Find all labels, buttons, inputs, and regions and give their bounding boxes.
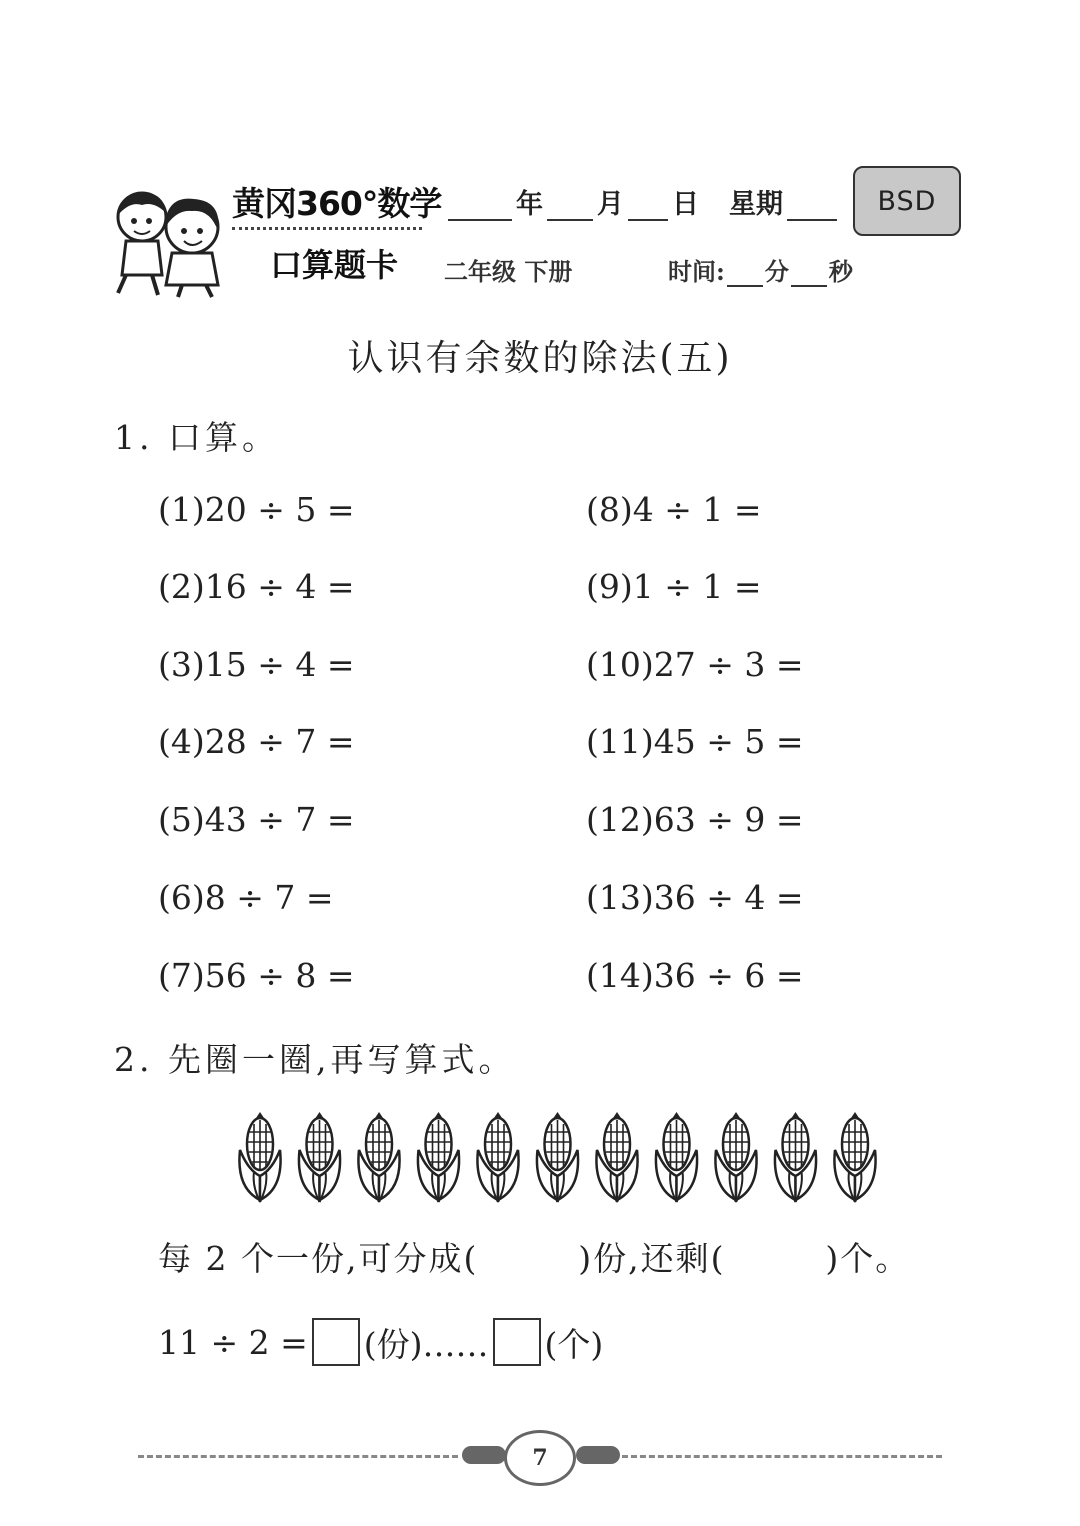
problem-10: (10)27 ÷ 3 =	[586, 645, 804, 684]
month-label: 月	[597, 189, 624, 220]
footer-ornament-left	[462, 1446, 506, 1464]
footer-dashed-line-right	[622, 1455, 942, 1458]
problem-1: (1)20 ÷ 5 =	[158, 490, 355, 529]
problem-11: (11)45 ÷ 5 =	[586, 722, 804, 761]
corn-icon	[418, 1112, 459, 1202]
month-blank	[547, 193, 593, 221]
problem-8: (8)4 ÷ 1 =	[586, 490, 762, 529]
corn-icon	[715, 1112, 756, 1202]
problem-14: (14)36 ÷ 6 =	[586, 956, 804, 995]
brand-title: 黄冈360°数学	[232, 184, 442, 223]
corn-icon	[656, 1112, 697, 1202]
problem-5: (5)43 ÷ 7 =	[158, 800, 355, 839]
page-title: 认识有余数的除法(五)	[347, 338, 733, 379]
second-blank	[791, 263, 827, 287]
brand-divider	[232, 227, 422, 230]
page-number: 7	[504, 1430, 576, 1486]
section-1-heading: 1. 口算。	[114, 418, 279, 457]
corn-icon	[537, 1112, 578, 1202]
corn-icon	[358, 1112, 399, 1202]
year-blank	[448, 193, 512, 221]
equation-line	[158, 1318, 603, 1366]
equation-prefix: 11 ÷ 2 =	[158, 1322, 308, 1362]
week-label: 星期	[729, 189, 783, 220]
problem-13: (13)36 ÷ 4 =	[586, 878, 804, 917]
minute-label: 分	[764, 257, 789, 286]
date-line	[444, 182, 841, 221]
footer-dashed-line-left	[138, 1455, 458, 1458]
problem-12: (12)63 ÷ 9 =	[586, 800, 804, 839]
year-label: 年	[516, 189, 543, 220]
kids-mascot-illustration	[104, 185, 239, 300]
time-label: 时间:	[668, 257, 725, 286]
corn-icon	[477, 1112, 518, 1202]
corn-icon	[775, 1112, 816, 1202]
equation-unit-portions: (份)……	[363, 1324, 489, 1364]
remainder-answer-box[interactable]	[493, 1318, 541, 1366]
subbrand-title: 口算题卡	[270, 246, 399, 284]
equation-unit-items: (个)	[544, 1324, 604, 1364]
problem-9: (9)1 ÷ 1 =	[586, 567, 762, 606]
problem-2: (2)16 ÷ 4 =	[158, 567, 355, 606]
problem-3: (3)15 ÷ 4 =	[158, 645, 355, 684]
section-2-heading: 2. 先圈一圈,再写算式。	[114, 1040, 516, 1079]
grade-label: 二年级 下册	[444, 257, 573, 286]
corn-illustration-row	[230, 1110, 890, 1205]
minute-blank	[727, 263, 763, 287]
day-label: 日	[672, 189, 699, 220]
day-blank	[628, 193, 668, 221]
quotient-answer-box[interactable]	[312, 1318, 360, 1366]
timer-line	[668, 252, 853, 287]
edition-badge: BSD	[853, 166, 961, 236]
second-label: 秒	[828, 257, 853, 286]
problem-7: (7)56 ÷ 8 =	[158, 956, 355, 995]
footer-ornament-right	[576, 1446, 620, 1464]
problem-6: (6)8 ÷ 7 =	[158, 878, 334, 917]
corn-icon	[299, 1112, 340, 1202]
grouping-question: 每 2 个一份,可分成( )份,还剩( )个。	[158, 1239, 911, 1278]
problem-4: (4)28 ÷ 7 =	[158, 722, 355, 761]
week-blank	[787, 193, 837, 221]
corn-icon	[596, 1112, 637, 1202]
corn-icon	[239, 1112, 280, 1202]
corn-icon	[834, 1112, 875, 1202]
